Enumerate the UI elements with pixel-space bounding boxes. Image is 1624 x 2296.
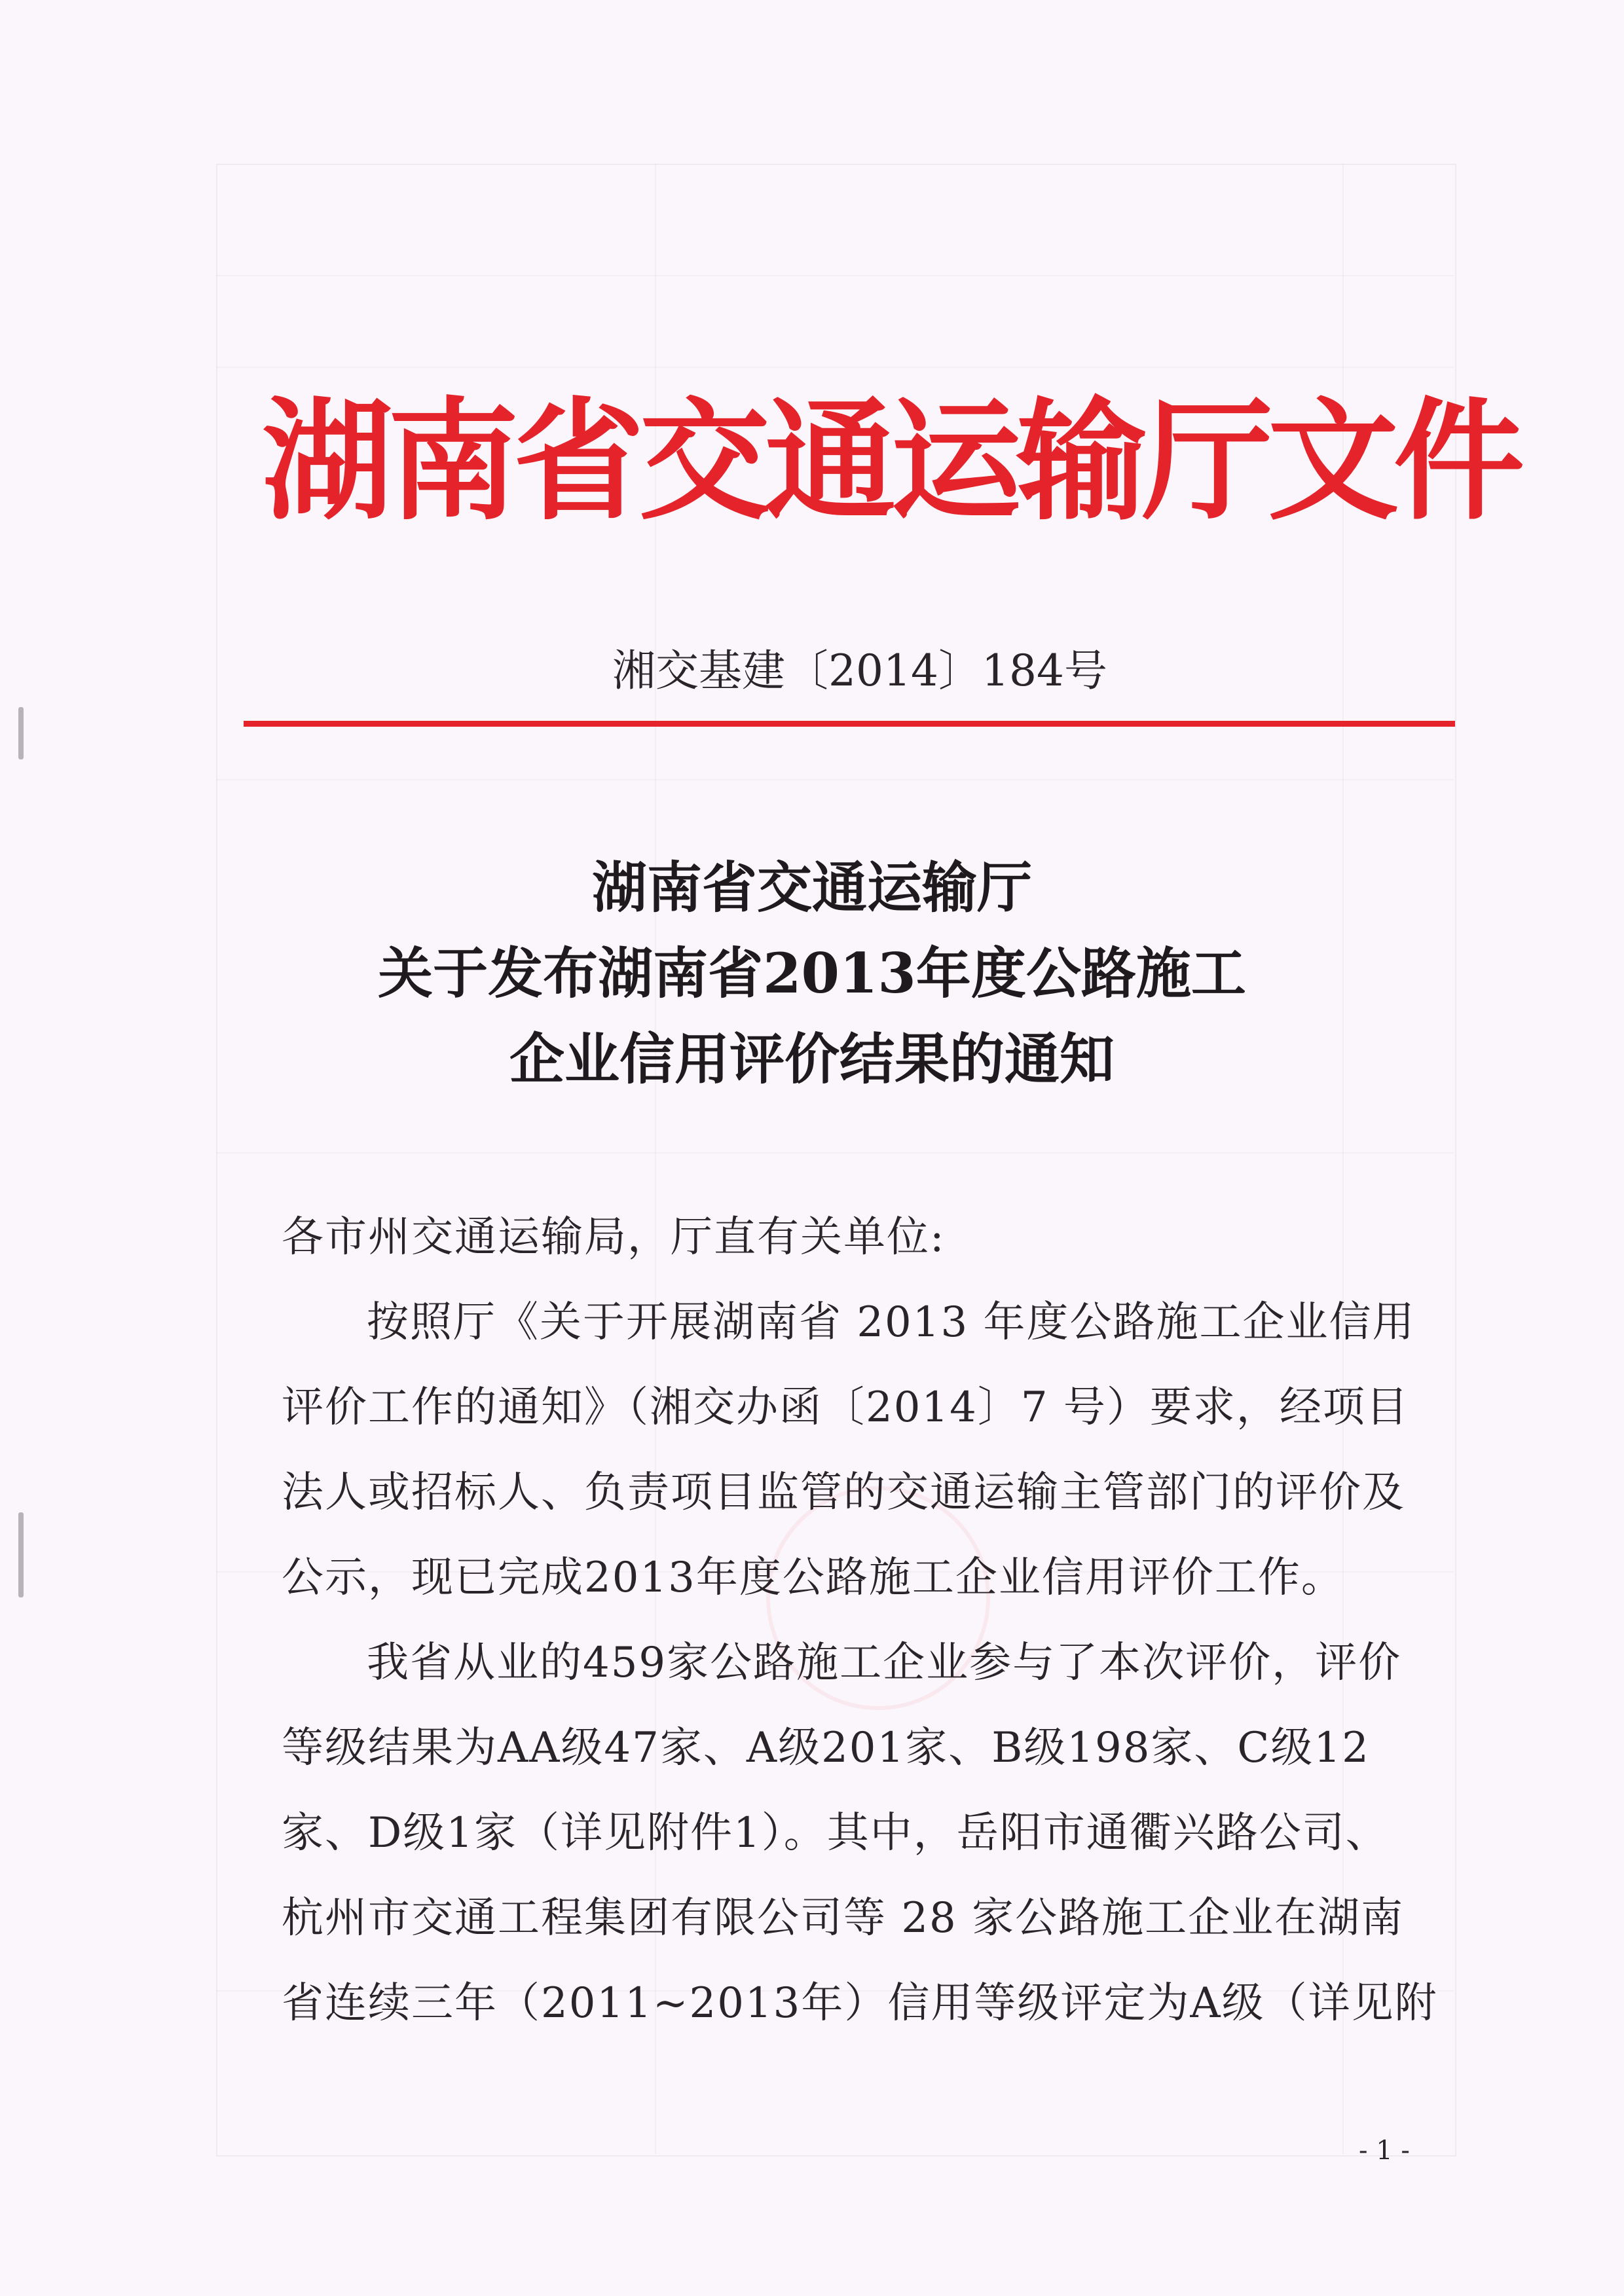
body-line: 省连续三年（2011~2013年）信用等级评定为A级（详见附 <box>282 1979 1438 2028</box>
red-divider-rule <box>244 721 1455 727</box>
binding-mark <box>18 707 24 759</box>
notice-title-line: 湖南省交通运输厅 <box>591 855 1032 920</box>
document-number: 湘交基建〔2014〕184号 <box>612 646 1107 696</box>
body-line: 杭州市交通工程集团有限公司等 28 家公路施工企业在湖南 <box>282 1894 1405 1942</box>
body-line: 等级结果为AA级47家、A级201家、B级198家、C级12 <box>282 1724 1370 1772</box>
binding-mark <box>18 1512 24 1597</box>
page-number: - 1 - <box>1359 2136 1410 2166</box>
ghost-row <box>216 1152 1454 1154</box>
salutation: 各市州交通运输局，厅直有关单位: <box>282 1213 946 1262</box>
ghost-row <box>216 779 1454 780</box>
body-line: 评价工作的通知》（湘交办函〔2014〕7 号）要求，经项目 <box>282 1383 1409 1432</box>
body-line: 家、D级1家（详见附件1）。其中，岳阳市通衢兴路公司、 <box>282 1809 1389 1857</box>
notice-body <box>282 1195 1438 2046</box>
ghost-row <box>216 367 1454 368</box>
notice-title <box>196 845 1428 1102</box>
notice-title-line: 企业信用评价结果的通知 <box>509 1027 1115 1091</box>
body-line: 我省从业的459家公路施工企业参与了本次评价，评价 <box>367 1639 1402 1687</box>
ghost-row <box>216 275 1454 276</box>
notice-title-line: 关于发布湖南省2013年度公路施工 <box>378 941 1246 1006</box>
body-line: 按照厅《关于开展湖南省 2013 年度公路施工企业信用 <box>367 1298 1416 1347</box>
issuer-header-title: 湖南省交通运输厅文件 <box>262 384 1520 538</box>
body-line: 公示，现已完成2013年度公路施工企业信用评价工作。 <box>282 1554 1344 1602</box>
body-line: 法人或招标人、负责项目监管的交通运输主管部门的评价及 <box>282 1468 1405 1517</box>
